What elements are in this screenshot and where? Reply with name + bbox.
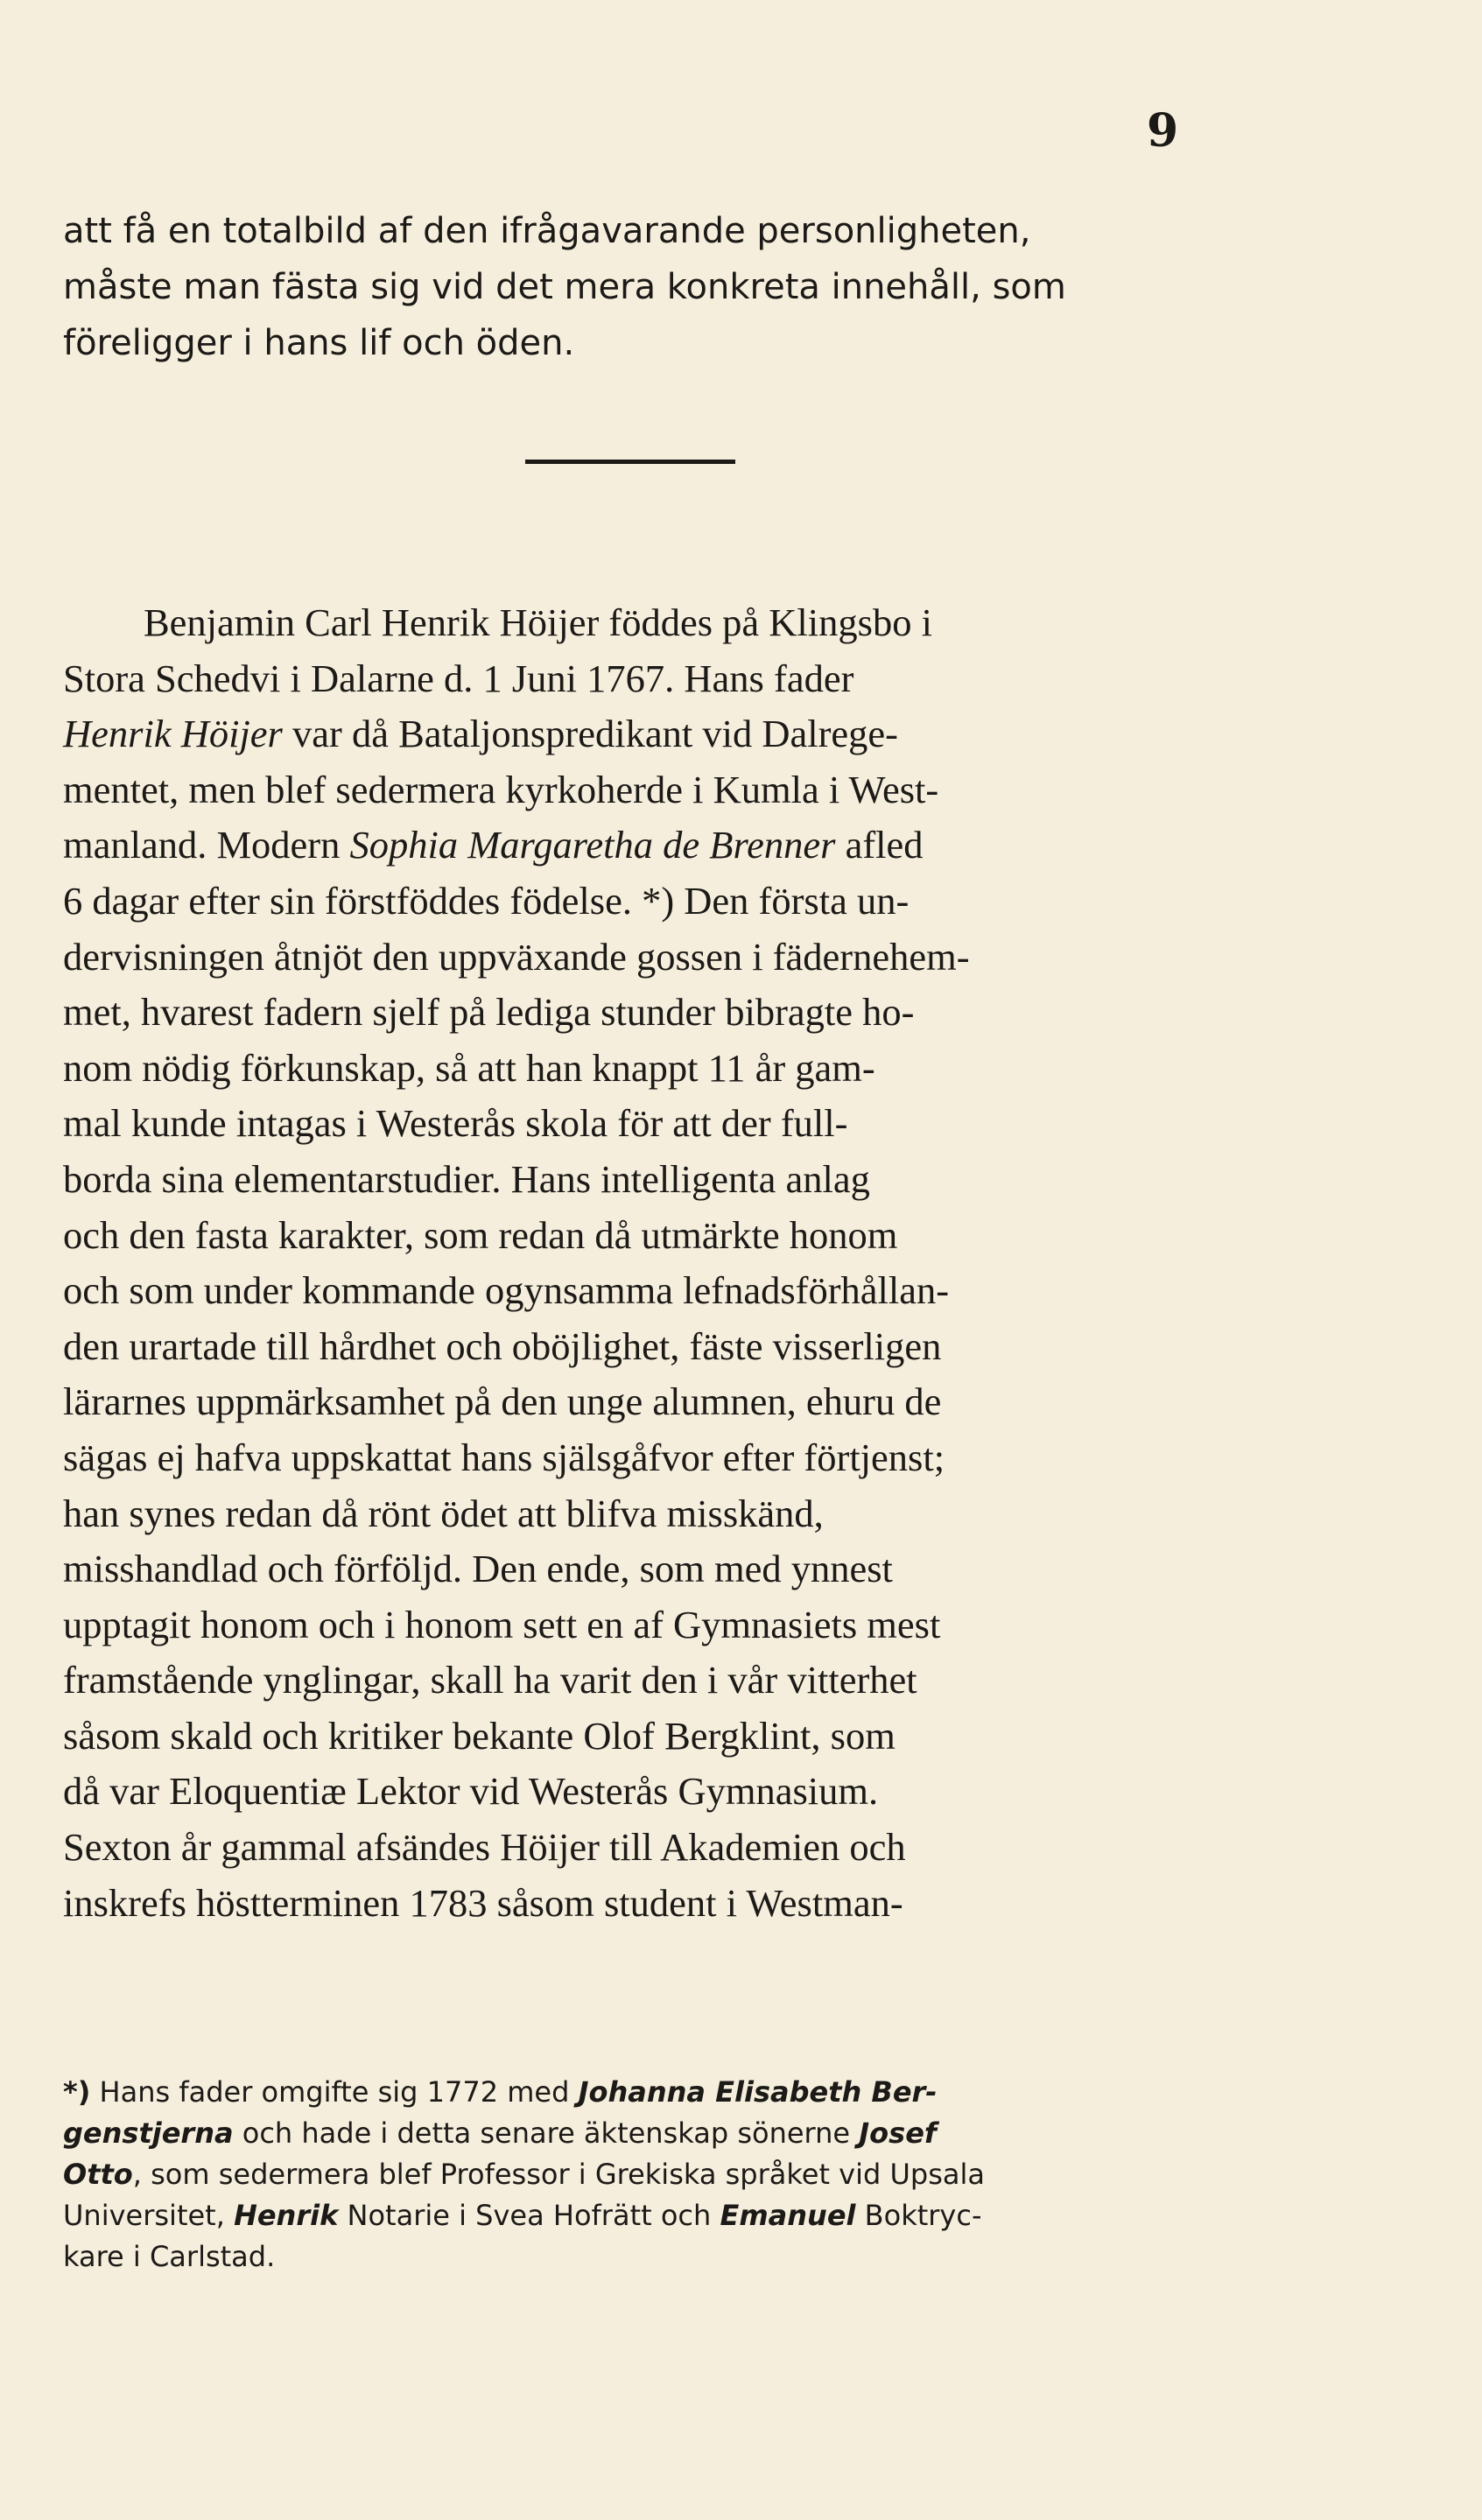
italic-name: Johanna Elisabeth Ber- (578, 2075, 938, 2109)
italic-name: Henrik (234, 2199, 339, 2232)
italic-name: Henrik Höijer (63, 712, 283, 756)
text-span: Notarie i Svea Hofrätt och (338, 2199, 720, 2232)
text-span: Boktryc- (855, 2199, 982, 2232)
text-line: Sexton år gammal afsändes Höijer till Akademien och (63, 1825, 906, 1870)
italic-name: Emanuel (720, 2199, 856, 2232)
italic-name: Sophia Margaretha de Brenner (349, 823, 836, 867)
text-span: Universitet, (63, 2199, 235, 2232)
text-line: mentet, men blef sedermera kyrkoherde i Kumla i West- (63, 767, 939, 811)
text-line: lärarnes uppmärksamhet på den unge alumnen, ehuru de (63, 1379, 942, 1424)
text-span: manland. Modern (63, 823, 350, 867)
text-line: såsom skald och kritiker bekante Olof Bergklint, som (63, 1713, 896, 1758)
text-line (63, 706, 1236, 762)
text-line: 6 dagar efter sin förstföddes födelse. *) Den första un- (63, 878, 910, 923)
footnote-line (63, 2195, 1236, 2236)
text-line: den urartade till hårdhet och oböjlighet, fäste visserligen (63, 1323, 942, 1368)
page-number: 9 (1147, 104, 1179, 158)
footnote (63, 2072, 1236, 2278)
text-span: afled (835, 823, 924, 867)
footnote-mark: *) (63, 2075, 91, 2109)
italic-name: genstjerna (63, 2116, 234, 2150)
text-line: misshandlad och förföljd. Den ende, som med ynnest (63, 1547, 893, 1591)
text-line: mal kunde intagas i Westerås skola för att der full- (63, 1101, 848, 1146)
text-line: inskrefs höstterminen 1783 såsom student i Westman- (63, 1880, 903, 1925)
text-line: då var Eloquentiæ Lektor vid Westerås Gymnasium. (63, 1769, 879, 1814)
text-line: sägas ej hafva uppskattat hans själsgåfvor efter förtjenst; (63, 1435, 945, 1479)
text-line: nom nödig förkunskap, så att han knappt 11 år gam- (63, 1045, 875, 1090)
text-line: föreligger i hans lif och öden. (63, 323, 575, 363)
footnote-line (63, 2113, 1236, 2154)
footnote-line (63, 2072, 1236, 2113)
section-divider (525, 460, 735, 464)
text-line: han synes redan då rönt ödet att blifva misskänd, (63, 1491, 824, 1535)
intro-paragraph (63, 203, 1236, 371)
text-span: och hade i detta senare äktenskap sönerne (233, 2116, 860, 2150)
text-line: och som under kommande ogynsamma lefnadsförhållan- (63, 1268, 950, 1313)
text-line: och den fasta karakter, som redan då utmärkte honom (63, 1212, 898, 1257)
text-line: att få en totalbild af den ifrågavarande personligheten, (63, 211, 1031, 251)
text-line: måste man fästa sig vid det mera konkreta innehåll, som (63, 267, 1066, 307)
text-line: Benjamin Carl Henrik Höijer föddes på Klingsbo i (144, 600, 932, 644)
text-span: , som sedermera blef Professor i Grekiska språket vid Upsala (132, 2158, 985, 2191)
footnote-line (63, 2154, 1236, 2195)
text-span: Hans fader omgifte sig 1772 med (99, 2075, 579, 2109)
text-span: var då Bataljonspredikant vid Dalrege- (282, 712, 898, 756)
text-line: dervisningen åtnjöt den uppväxande gossen i fädernehem- (63, 934, 970, 979)
italic-name: Otto (63, 2158, 133, 2191)
text-line: borda sina elementarstudier. Hans intelligenta anlag (63, 1156, 870, 1201)
italic-name: Josef (859, 2116, 937, 2150)
footnote-line: kare i Carlstad. (63, 2240, 276, 2273)
text-line: met, hvarest fadern sjelf på lediga stunder bibragte ho- (63, 990, 915, 1035)
text-line: Stora Schedvi i Dalarne d. 1 Juni 1767. Hans fader (63, 656, 854, 700)
text-line (63, 818, 1236, 874)
body-paragraph (63, 595, 1236, 1931)
text-line: upptagit honom och i honom sett en af Gymnasiets mest (63, 1602, 941, 1646)
text-line: framstående ynglingar, skall ha varit den i vår vitterhet (63, 1658, 917, 1702)
